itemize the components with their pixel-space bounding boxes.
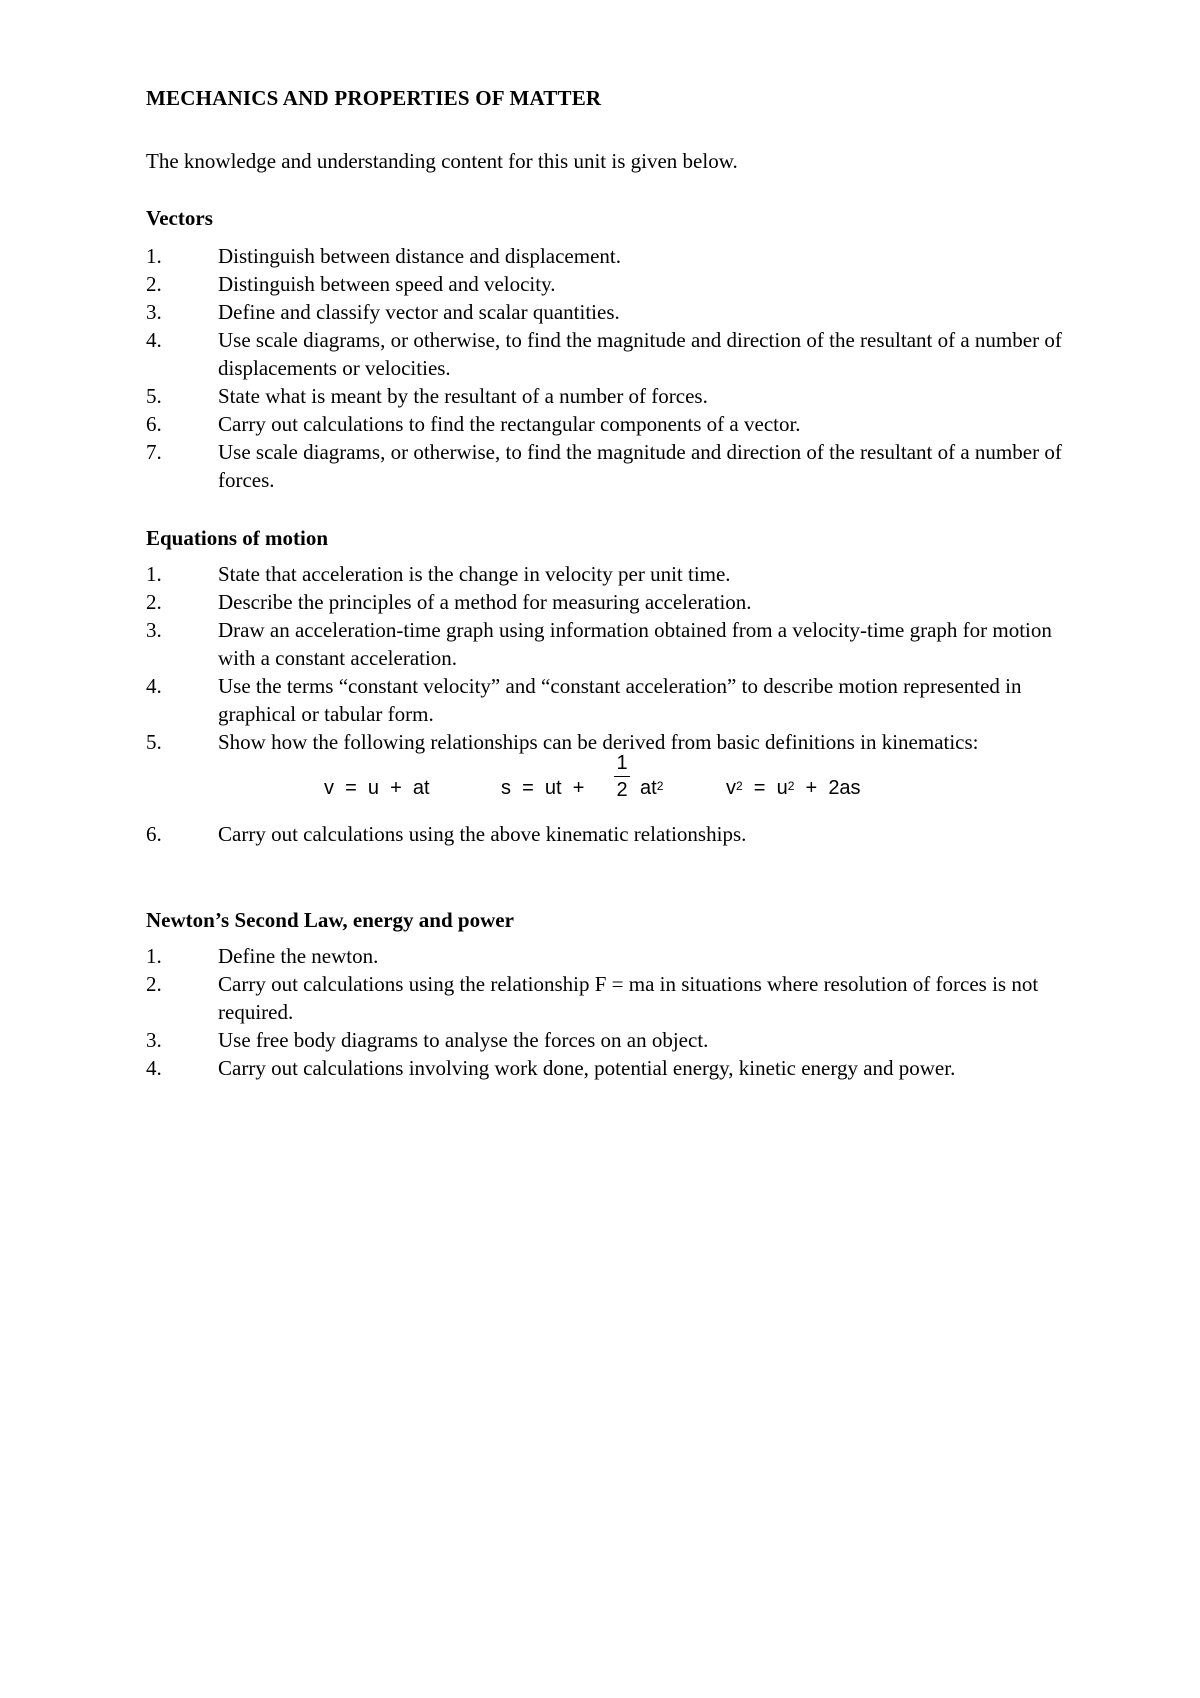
list-item <box>146 560 1066 588</box>
item-text: Use free body diagrams to analyse the forces on an object. <box>218 1028 709 1052</box>
item-number: 1. <box>146 944 162 968</box>
list-item <box>146 728 1066 756</box>
item-number: 6. <box>146 822 162 846</box>
document-title: MECHANICS AND PROPERTIES OF MATTER <box>146 86 602 110</box>
fraction-numerator: 1 <box>616 752 628 774</box>
equation-text: s = ut + <box>501 777 585 799</box>
equations-of-motion-list <box>146 560 1066 848</box>
equation-text: + 2as <box>794 777 861 799</box>
item-text: Carry out calculations involving work done, potential energy, kinetic energy and power. <box>218 1056 956 1080</box>
item-number: 2. <box>146 590 162 614</box>
newtons-second-law-list <box>146 942 1066 1082</box>
list-item <box>146 1054 1066 1082</box>
equation-at-squared <box>640 774 663 802</box>
list-item <box>146 326 1066 382</box>
equation-v-squared <box>726 774 861 802</box>
vectors-list <box>146 242 1066 494</box>
section-heading-vectors: Vectors <box>146 206 213 230</box>
exponent: 2 <box>656 779 664 793</box>
item-number: 3. <box>146 618 162 642</box>
item-text: Use scale diagrams, or otherwise, to find the magnitude and direction of the resultant of a number of displacements or velocities. <box>218 328 1062 380</box>
list-item <box>146 438 1066 494</box>
equation-text: v <box>726 777 736 799</box>
item-text: State that acceleration is the change in velocity per unit time. <box>218 562 731 586</box>
item-number: 4. <box>146 674 162 698</box>
item-number: 3. <box>146 1028 162 1052</box>
fraction-denominator: 2 <box>616 779 628 801</box>
fraction-one-half <box>612 750 632 803</box>
equation-v-u-at <box>324 774 430 802</box>
equation-text: = u <box>742 777 788 799</box>
exponent: 2 <box>736 779 743 793</box>
item-text: Use scale diagrams, or otherwise, to find the magnitude and direction of the resultant of a number of forces. <box>218 440 1062 492</box>
equation-text: at <box>640 777 657 799</box>
list-item <box>146 616 1066 672</box>
item-text: Distinguish between distance and displacement. <box>218 244 621 268</box>
list-item <box>146 970 1066 1026</box>
list-item <box>146 410 1066 438</box>
list-item <box>146 588 1066 616</box>
list-item <box>146 242 1066 270</box>
item-text: Draw an acceleration-time graph using information obtained from a velocity-time graph for motion with a constant acceleration. <box>218 618 1052 670</box>
item-number: 5. <box>146 730 162 754</box>
equation-s-ut <box>501 774 584 802</box>
item-number: 2. <box>146 972 162 996</box>
list-item <box>146 298 1066 326</box>
equation-text: v = u + at <box>324 777 430 799</box>
kinematic-equations <box>146 752 1066 820</box>
list-item <box>146 382 1066 410</box>
exponent: 2 <box>787 779 795 793</box>
item-text: Carry out calculations using the above kinematic relationships. <box>218 822 747 846</box>
item-text: Show how the following relationships can be derived from basic definitions in kinematics: <box>218 730 979 754</box>
item-text: Define the newton. <box>218 944 379 968</box>
item-number: 5. <box>146 384 162 408</box>
intro-text: The knowledge and understanding content for this unit is given below. <box>146 149 738 173</box>
item-text: Describe the principles of a method for measuring acceleration. <box>218 590 752 614</box>
list-item <box>146 1026 1066 1054</box>
section-heading-equations-of-motion: Equations of motion <box>146 526 329 550</box>
list-item <box>146 672 1066 728</box>
list-item <box>146 942 1066 970</box>
item-number: 4. <box>146 328 162 352</box>
item-number: 4. <box>146 1056 162 1080</box>
item-text: Carry out calculations to find the rectangular components of a vector. <box>218 412 801 436</box>
item-number: 1. <box>146 244 162 268</box>
item-number: 3. <box>146 300 162 324</box>
list-item <box>146 270 1066 298</box>
item-number: 1. <box>146 562 162 586</box>
item-number: 2. <box>146 272 162 296</box>
item-text: Use the terms “constant velocity” and “constant acceleration” to describe motion represented in graphical or tabular form. <box>218 674 1022 726</box>
section-heading-newtons-second-law: Newton’s Second Law, energy and power <box>146 908 514 932</box>
list-item <box>146 820 1066 848</box>
item-text: State what is meant by the resultant of a number of forces. <box>218 384 708 408</box>
item-text: Distinguish between speed and velocity. <box>218 272 556 296</box>
item-text: Define and classify vector and scalar quantities. <box>218 300 620 324</box>
item-number: 7. <box>146 440 162 464</box>
item-number: 6. <box>146 412 162 436</box>
item-text: Carry out calculations using the relationship F = ma in situations where resolution of forces is not required. <box>218 972 1039 1024</box>
